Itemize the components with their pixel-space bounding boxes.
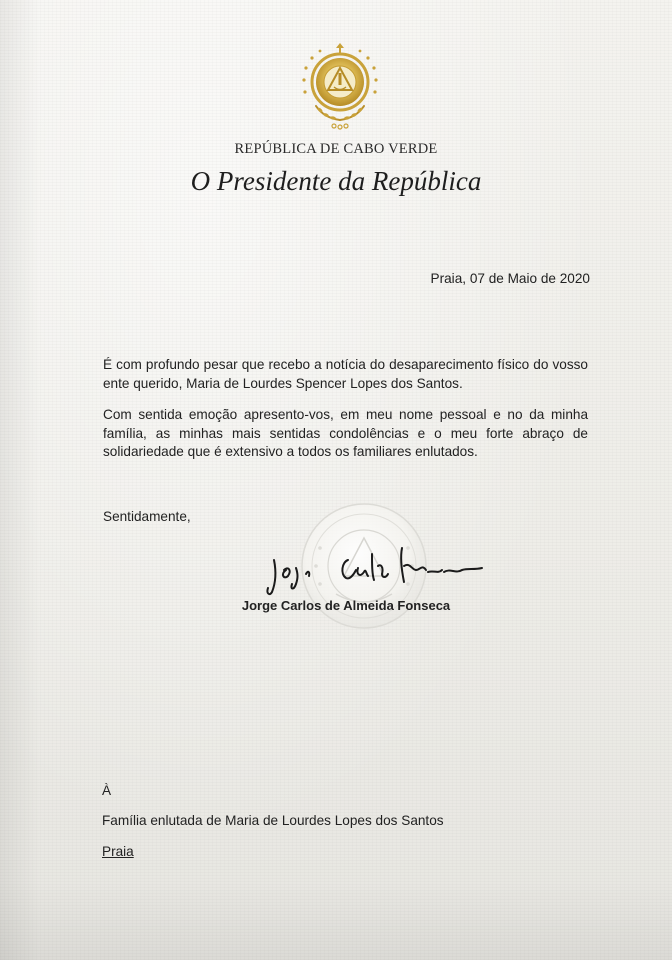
- paragraph-condolence-1: É com profundo pesar que recebo a notícia do desaparecimento físico do vosso ente querido, Maria de Lourdes Spencer Lopes dos Santos.: [103, 357, 588, 391]
- cabo-verde-coat-of-arms-icon: [294, 40, 386, 132]
- letter-date: Praia, 07 de Maio de 2020: [430, 271, 590, 286]
- addressee-city: Praia: [102, 844, 134, 859]
- signer-name: Jorge Carlos de Almeida Fonseca: [241, 598, 451, 613]
- paragraph-condolence-2: Com sentida emoção apresento-vos, em meu nome pessoal e no da minha família, as minhas mais sentidas condolências e o meu forte abraço de solidariedade que é extensivo a todos os familiares enlutados.: [103, 407, 588, 459]
- closing-salutation: Sentidamente,: [103, 509, 191, 524]
- addressee-to: À: [102, 783, 112, 798]
- handwritten-signature-icon: [262, 540, 492, 600]
- addressee-recipient: Família enlutada de Maria de Lourdes Lopes dos Santos: [102, 813, 444, 828]
- republic-heading: REPÚBLICA DE CABO VERDE: [234, 141, 438, 157]
- page-shadow-bottom: [0, 880, 672, 960]
- office-title: O Presidente da República: [190, 166, 482, 196]
